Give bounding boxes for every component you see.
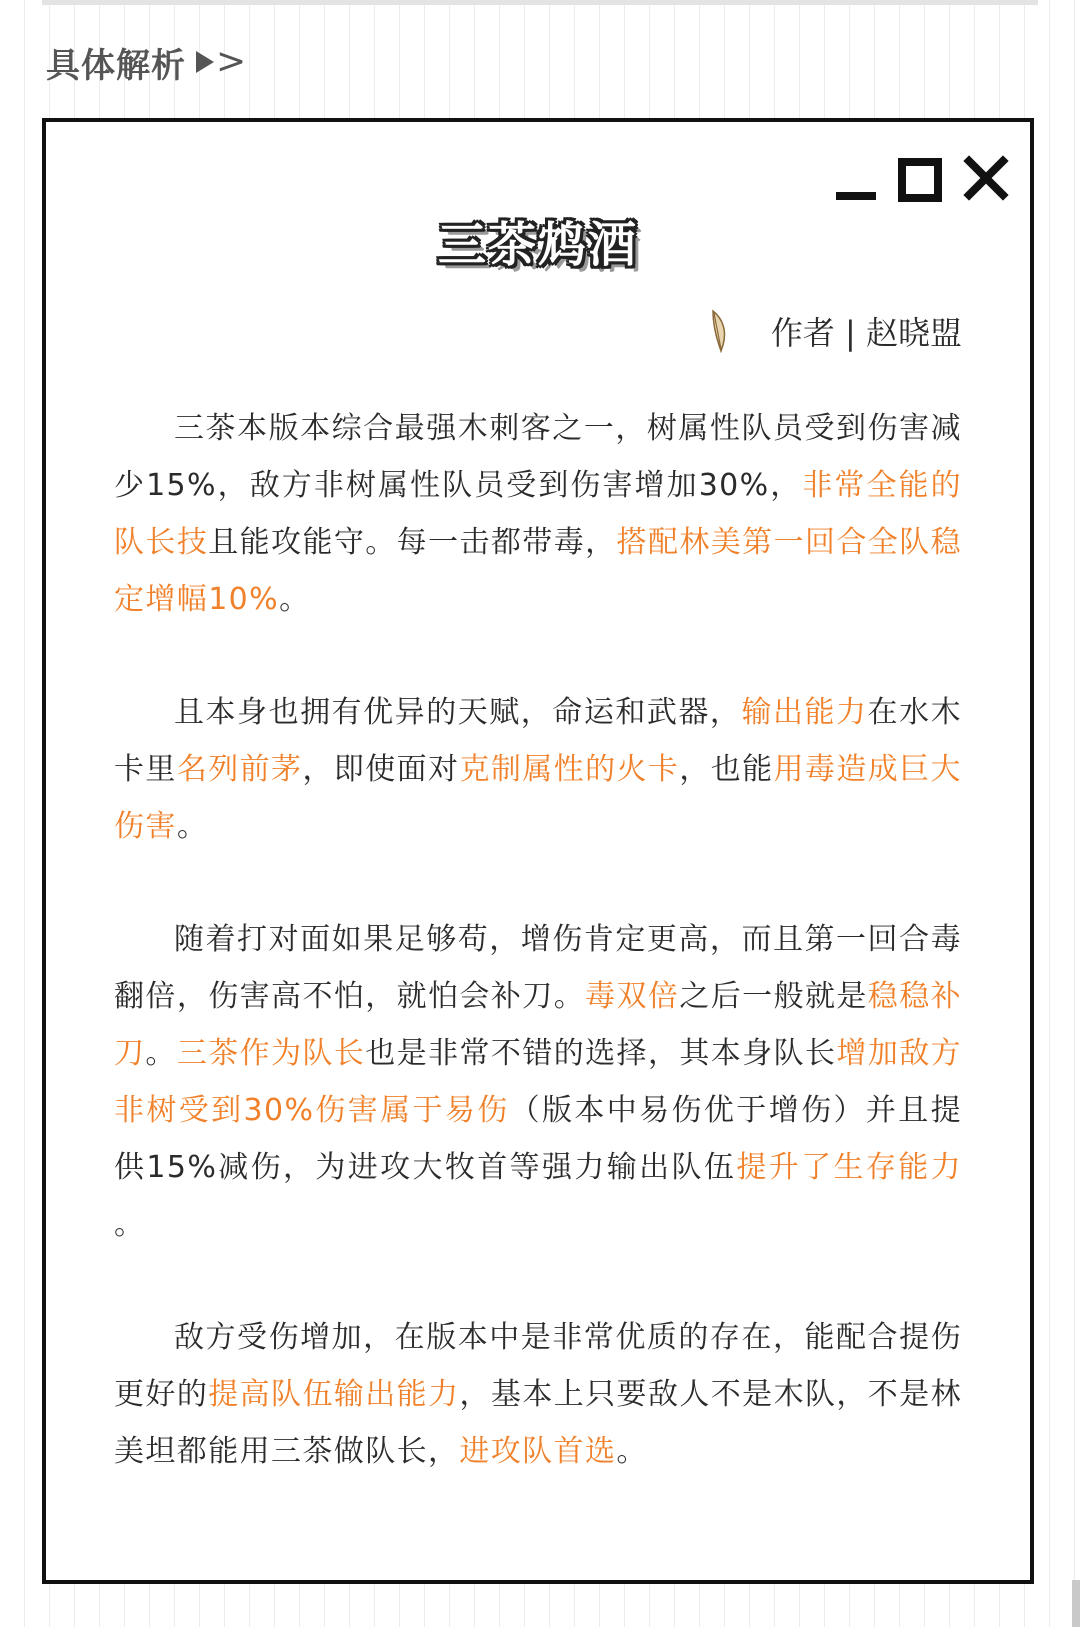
highlight-text: 增加敌方非树受到30%伤害属于易伤 xyxy=(114,1036,963,1128)
highlight-text: 三茶作为队长 xyxy=(176,1036,366,1071)
highlight-text: 提升了生存能力 xyxy=(736,1150,962,1185)
article-body xyxy=(114,400,962,1536)
body-text: 。 xyxy=(145,1036,177,1071)
card-title: 三茶鸩酒 xyxy=(437,217,638,273)
highlight-text: 名列前茅 xyxy=(176,752,303,787)
highlight-text: 非常全能的队长技 xyxy=(114,468,962,560)
body-text: 敌方受伤增加，在版本中是非常优质的存在，能配合提伤更好的 xyxy=(114,1320,962,1412)
body-text: 在水木卡里 xyxy=(114,695,962,787)
close-icon[interactable] xyxy=(964,156,1008,200)
author-label: 作者 | 赵晓盟 xyxy=(770,314,962,352)
paragraph xyxy=(114,911,962,1253)
paragraph xyxy=(114,684,962,855)
highlight-text: 用毒造成巨大伤害 xyxy=(114,752,962,844)
highlight-text: 提高队伍输出能力 xyxy=(208,1377,460,1412)
body-text: ，即使面对 xyxy=(302,752,460,787)
paragraph xyxy=(114,1309,962,1480)
body-text: 之后一般就是 xyxy=(679,979,868,1014)
body-text: 也是非常不错的选择，其本身队长 xyxy=(365,1036,837,1071)
author-line xyxy=(709,308,962,354)
section-heading: 具体解析 xyxy=(46,45,186,86)
quill-icon xyxy=(709,309,731,353)
section-header xyxy=(46,34,247,90)
body-text: 。 xyxy=(279,582,311,617)
minimize-icon[interactable] xyxy=(836,192,876,200)
body-text: 且能攻能守。每一击都带毒， xyxy=(208,525,617,560)
body-text: 。 xyxy=(176,809,209,844)
body-text: 且本身也拥有优异的天赋，命运和武器， xyxy=(174,695,742,730)
highlight-text: 毒双倍 xyxy=(585,979,680,1014)
play-arrow-icon: > xyxy=(196,44,247,80)
highlight-text: 输出能力 xyxy=(741,695,868,730)
body-text: （版本中易伤优于增伤）并且提供15%减伤，为进攻大牧首等强力输出队伍 xyxy=(114,1093,962,1185)
body-text: ，也能 xyxy=(679,752,774,787)
highlight-text: 稳稳补刀 xyxy=(114,979,963,1071)
top-divider xyxy=(42,0,1038,5)
body-text: 三茶本版本综合最强木刺客之一，树属性队员受到伤害减少15%，敌方非树属性队员受到伤害增加30%， xyxy=(114,411,962,503)
body-text: 。 xyxy=(114,1207,146,1242)
highlight-text: 克制属性的火卡 xyxy=(459,752,680,787)
body-text: ，基本上只要敌人不是木队，不是林美坦都能用三茶做队长， xyxy=(114,1377,963,1469)
highlight-text: 进攻队首选 xyxy=(459,1434,617,1469)
maximize-icon[interactable] xyxy=(898,158,942,202)
scrollbar-thumb[interactable] xyxy=(1072,1580,1080,1627)
body-text: 随着打对面如果足够苟，增伤肯定更高，而且第一回合毒翻倍，伤害高不怕，就怕会补刀。 xyxy=(114,922,962,1014)
article-card xyxy=(42,118,1034,1584)
paragraph xyxy=(114,400,962,628)
window-controls xyxy=(836,156,1014,204)
body-text: 。 xyxy=(616,1434,648,1469)
highlight-text: 搭配林美第一回合全队稳定增幅10% xyxy=(114,525,963,617)
